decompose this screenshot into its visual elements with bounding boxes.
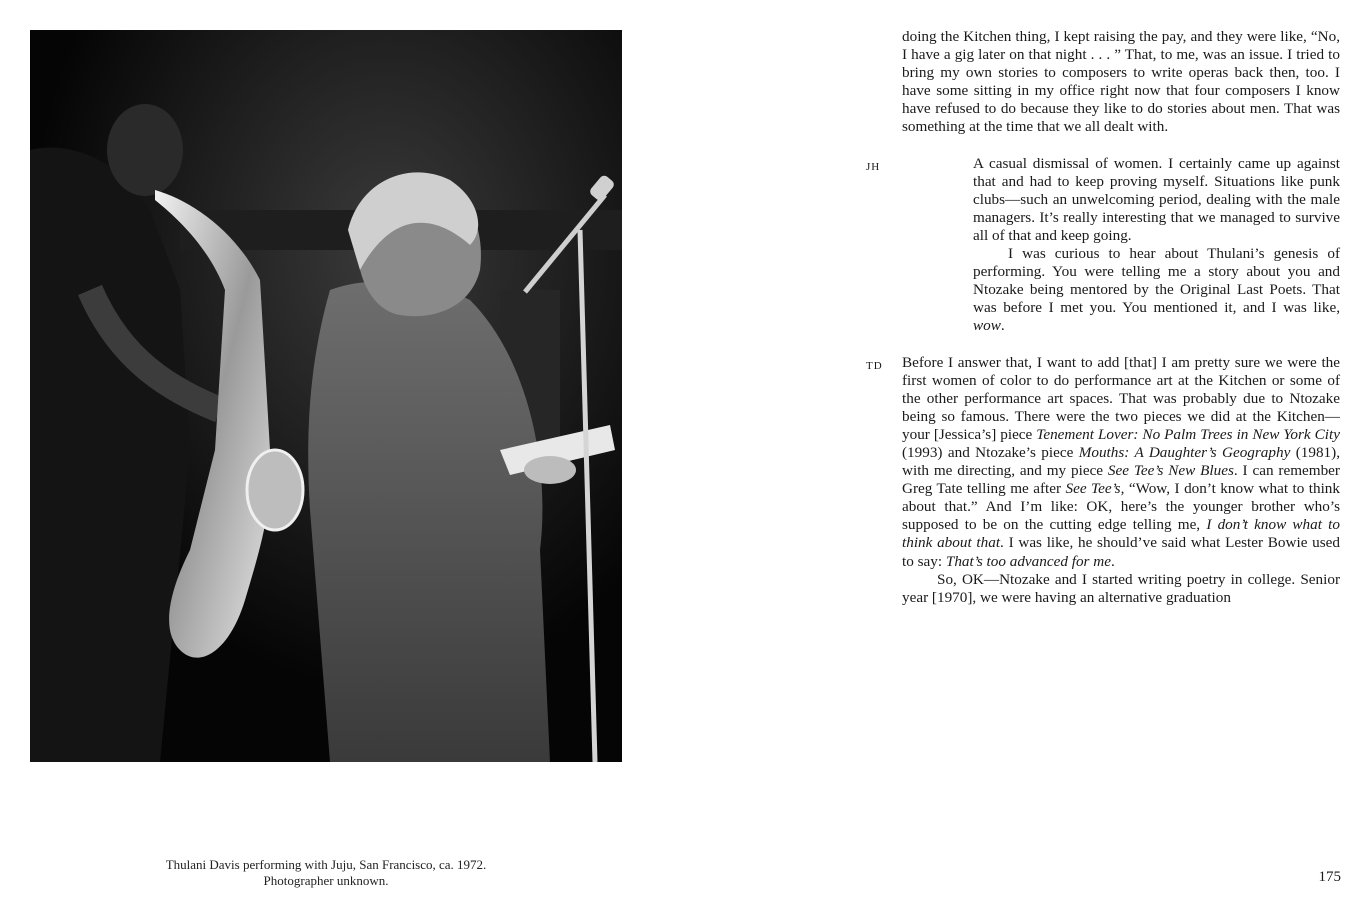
caption-line-2: Photographer unknown. — [263, 873, 389, 888]
title-mouths: Mouths: A Daughter’s Geography — [1078, 443, 1291, 461]
td-p1-a: Before I answer that, I want to add [that] I am pretty sure we were the first women of color to do performance art at the Kitchen or some of the other performance art spaces. That was probably due to Ntozake being so famous. There were the two pieces we did at the Kitchen—your [Jessica’s] piece — [902, 353, 1340, 443]
title-see-tees: See Tee’s — [1065, 480, 1121, 498]
td-paragraph-1 — [902, 354, 1340, 571]
performance-photograph — [30, 30, 622, 762]
speaker-label-td: TD — [866, 359, 883, 372]
jh-paragraph-1: A casual dismissal of women. I certainly came up against that and had to keep proving myself. Situations like punk clubs—such an unwelcoming period, dealing with the male managers. It’s really interesting that we managed to survive all of that and keep going. — [973, 154, 1340, 244]
td-p1-m: . — [1110, 552, 1115, 570]
jh-p2-text: I was curious to hear about Thulani’s genesis of performing. You were telling me a story about you and Ntozake being mentored by the Original Last Poets. That was before I met you. You mentioned it, and I was like, — [973, 245, 1340, 317]
italic-quote-too-advanced: That’s too advanced for me — [945, 552, 1111, 570]
continued-paragraph: doing the Kitchen thing, I kept raising the pay, and they were like, “No, I have a gig later on that night . . . ” That, to me, was an issue. I tried to bring my own stories to composers to write operas back then, too. I have some sitting in my office right now that four composers I know have refused to do because they like to do stories about men. That was something at the time that we all dealt with. — [902, 28, 1340, 136]
td-p1-e: (1981), with me directing, and my piece — [902, 443, 1340, 480]
italic-quote-dont-know: I don’t know what to think about that — [902, 516, 1340, 552]
td-p1-i: , “Wow, I don’t know what to think about that.” And I’m like: OK, here’s the younger brother who’s supposed to be on the cutting edge telling me, — [902, 480, 1340, 534]
interview-text-column — [866, 28, 1340, 607]
speaker-block-td — [866, 354, 1340, 607]
jh-p2-italic: wow — [973, 317, 1001, 335]
jh-p2-end: . — [1000, 317, 1005, 335]
speaker-block-jh — [866, 155, 1340, 336]
title-tenement-lover: Tenement Lover: No Palm Trees in New York City — [1036, 425, 1340, 443]
caption-line-1: Thulani Davis performing with Juju, San Francisco, ca. 1972. — [165, 857, 487, 872]
td-paragraph-2: So, OK—Ntozake and I started writing poetry in college. Senior year [1970], we were having an alternative graduation — [902, 570, 1340, 606]
td-p1-g: . I can remember Greg Tate telling me after — [902, 462, 1340, 498]
td-p1-k: . I was like, he should’ve said what Lester Bowie used to say: — [902, 534, 1340, 570]
title-see-tees-new-blues: See Tee’s New Blues — [1107, 462, 1234, 480]
jh-paragraph-2 — [973, 245, 1340, 335]
photograph-icon — [30, 30, 622, 762]
speaker-label-jh: JH — [866, 160, 881, 173]
photo-caption — [100, 857, 552, 889]
page-number: 175 — [1318, 869, 1341, 885]
td-p1-c: (1993) and Ntozake’s piece — [902, 443, 1079, 461]
